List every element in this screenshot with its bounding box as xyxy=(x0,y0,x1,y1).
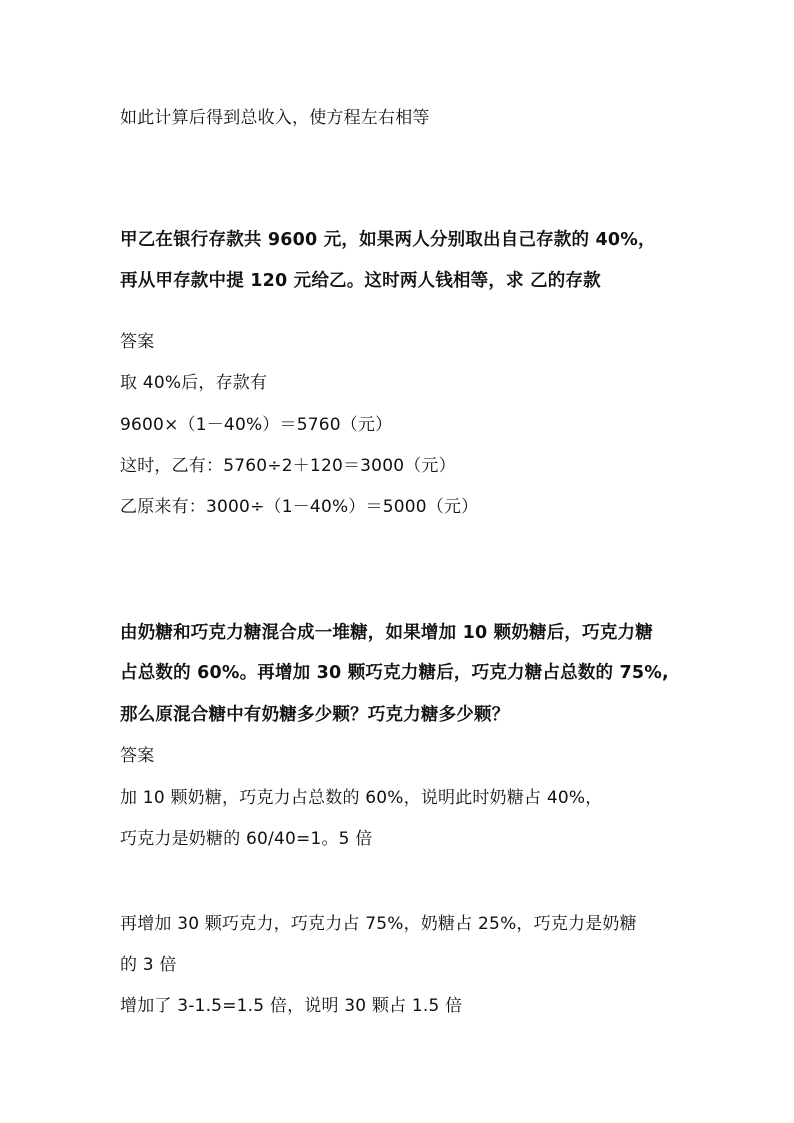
problem2-question-line2: 占总数的 60%。再增加 30 颗巧克力糖后，巧克力糖占总数的 75%, xyxy=(120,663,669,683)
problem2-question-line3: 那么原混合糖中有奶糖多少颗？巧克力糖多少颗？ xyxy=(120,705,510,725)
problem2-answer-line2: 巧克力是奶糖的 60/40=1。5 倍 xyxy=(120,829,373,849)
problem2-question-line1: 由奶糖和巧克力糖混合成一堆糖，如果增加 10 颗奶糖后，巧克力糖 xyxy=(120,623,653,643)
problem1-answer-line2: 9600×（1－40%）＝5760（元） xyxy=(120,415,393,435)
problem1-answer-line3: 这时，乙有：5760÷2＋120＝3000（元） xyxy=(120,456,456,476)
problem1-question-line1: 甲乙在银行存款共 9600 元，如果两人分别取出自己存款的 40%， xyxy=(120,230,656,250)
problem1-answer-label: 答案 xyxy=(120,332,155,352)
problem1-answer-line1: 取 40%后，存款有 xyxy=(120,373,268,393)
problem2-answer-line3: 再增加 30 颗巧克力，巧克力占 75%，奶糖占 25%，巧克力是奶糖 xyxy=(120,914,637,934)
intro-text: 如此计算后得到总收入，使方程左右相等 xyxy=(120,108,430,128)
problem1-question-line2: 再从甲存款中提 120 元给乙。这时两人钱相等，求 乙的存款 xyxy=(120,271,601,291)
problem1-answer-line4: 乙原来有：3000÷（1－40%）＝5000（元） xyxy=(120,497,479,517)
problem2-answer-line1: 加 10 颗奶糖，巧克力占总数的 60%，说明此时奶糖占 40%， xyxy=(120,788,603,808)
problem2-answer-line5: 增加了 3-1.5=1.5 倍，说明 30 颗占 1.5 倍 xyxy=(120,996,463,1016)
problem2-answer-line4: 的 3 倍 xyxy=(120,955,177,975)
problem2-answer-label: 答案 xyxy=(120,746,155,766)
